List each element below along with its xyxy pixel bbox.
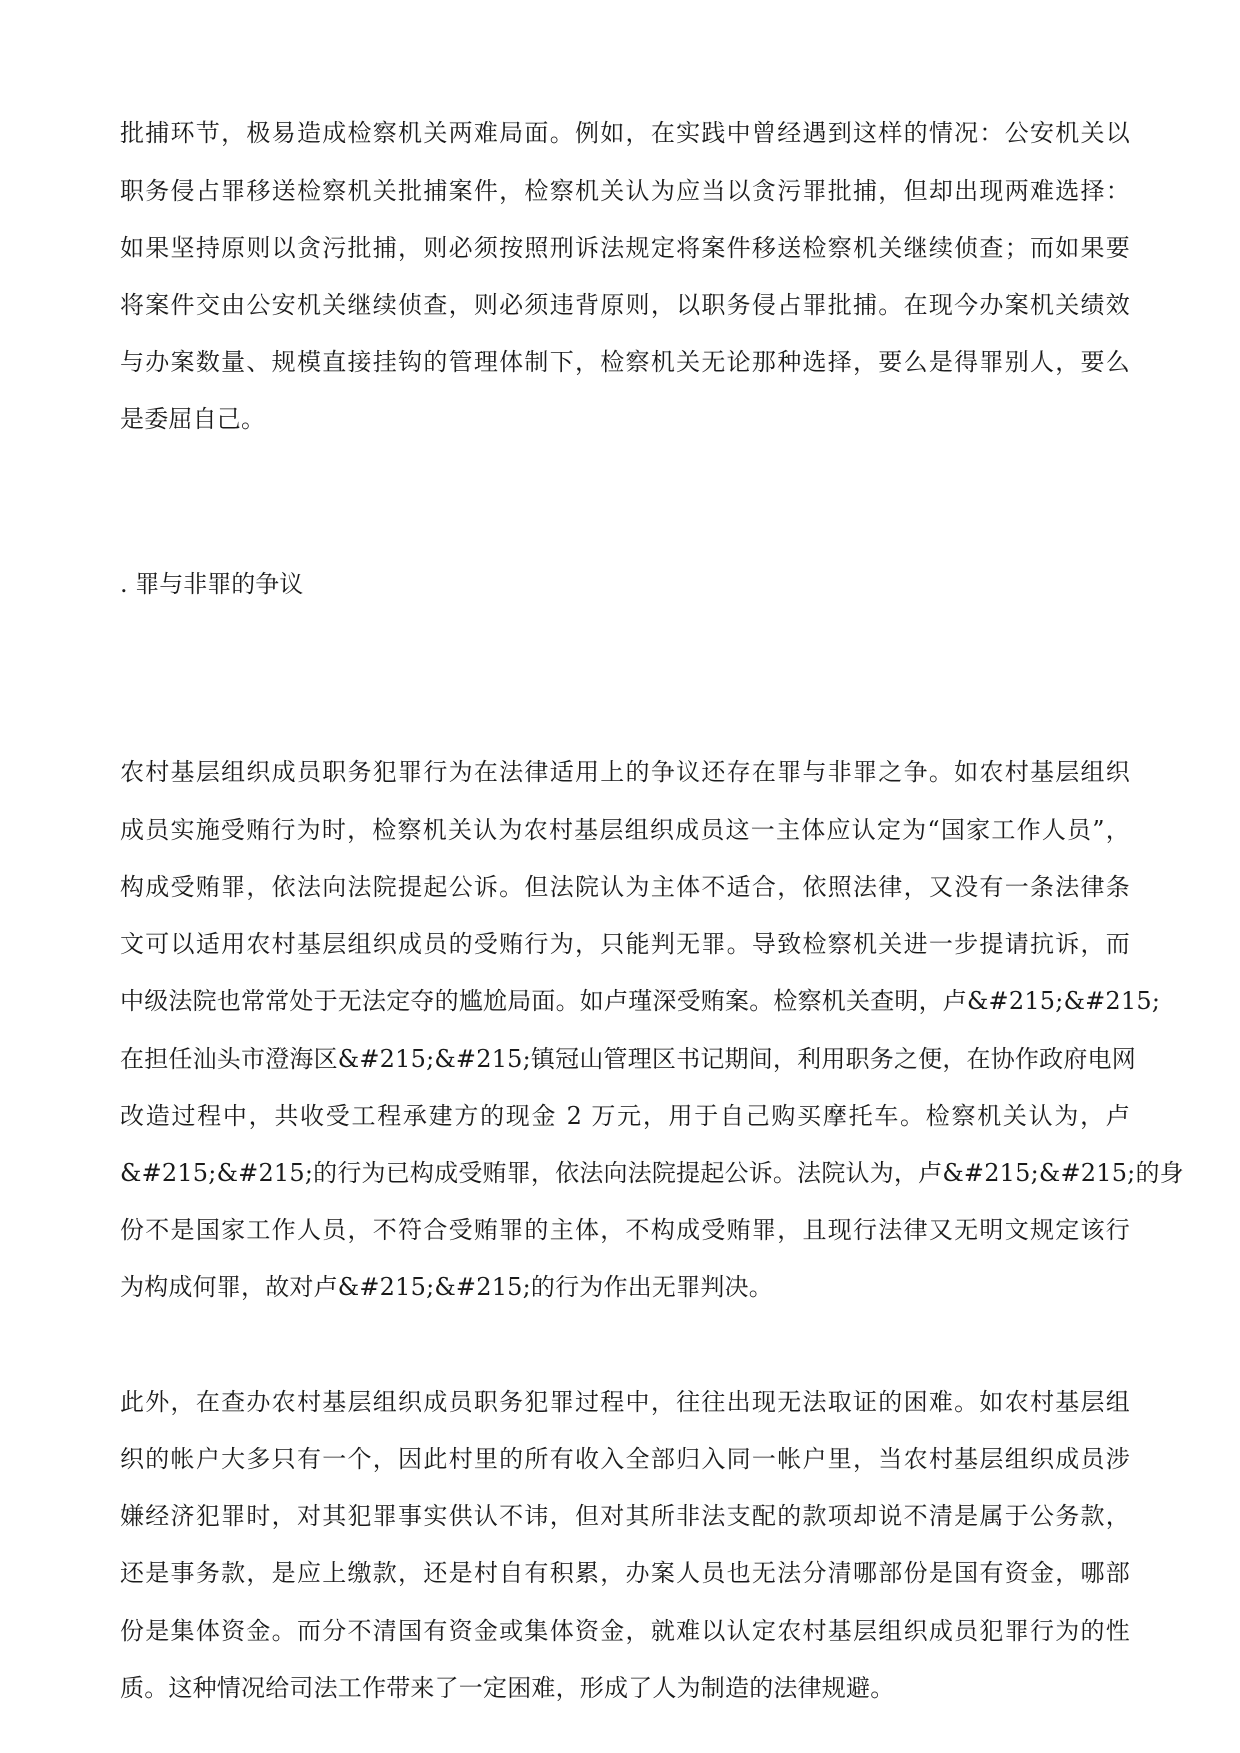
paragraph-1-line-4: 将案件交由公安机关继续侦查，则必须违背原则，以职务侵占罪批捕。在现今办案机关绩效 xyxy=(120,291,1130,319)
paragraph-2-line-10: 为构成何罪，故对卢&#215;&#215;的行为作出无罪判决。 xyxy=(120,1273,773,1301)
paragraph-2-line-2: 成员实施受贿行为时，检察机关认为农村基层组织成员这一主体应认定为“国家工作人员”， xyxy=(120,816,1130,844)
paragraph-1-line-5: 与办案数量、规模直接挂钩的管理体制下，检察机关无论那种选择，要么是得罪别人，要么 xyxy=(120,348,1130,376)
paragraph-1-line-3: 如果坚持原则以贪污批捕，则必须按照刑诉法规定将案件移送检察机关继续侦查；而如果要 xyxy=(120,234,1130,262)
paragraph-2-line-3: 构成受贿罪，依法向法院提起公诉。但法院认为主体不适合，依照法律，又没有一条法律条 xyxy=(120,873,1130,901)
paragraph-1-line-2: 职务侵占罪移送检察机关批捕案件，检察机关认为应当以贪污罪批捕，但却出现两难选择： xyxy=(120,177,1130,205)
paragraph-2-line-4: 文可以适用农村基层组织成员的受贿行为，只能判无罪。导致检察机关进一步提请抗诉，而 xyxy=(120,930,1130,958)
paragraph-2-line-7: 改造过程中，共收受工程承建方的现金 2 万元，用于自己购买摩托车。检察机关认为，卢 xyxy=(120,1102,1130,1130)
paragraph-3-line-5: 份是集体资金。而分不清国有资金或集体资金，就难以认定农村基层组织成员犯罪行为的性 xyxy=(120,1617,1130,1645)
paragraph-1-line-6: 是委屈自己。 xyxy=(120,405,266,433)
paragraph-2-line-5: 中级法院也常常处于无法定夺的尴尬局面。如卢瑾深受贿案。检察机关查明，卢&#215;&#215; xyxy=(120,987,1161,1015)
paragraph-3-line-6: 质。这种情况给司法工作带来了一定困难，形成了人为制造的法律规避。 xyxy=(120,1674,895,1702)
paragraph-2-line-9: 份不是国家工作人员，不符合受贿罪的主体，不构成受贿罪，且现行法律又无明文规定该行 xyxy=(120,1216,1130,1244)
section-heading: . 罪与非罪的争议 xyxy=(120,570,304,598)
paragraph-1-line-1: 批捕环节，极易造成检察机关两难局面。例如，在实践中曾经遇到这样的情况：公安机关以 xyxy=(120,119,1130,147)
paragraph-2-line-8: &#215;&#215;的行为已构成受贿罪，依法向法院提起公诉。法院认为，卢&#215;&#215;的身 xyxy=(120,1159,1184,1187)
paragraph-3-line-3: 嫌经济犯罪时，对其犯罪事实供认不讳，但对其所非法支配的款项却说不清是属于公务款， xyxy=(120,1502,1130,1530)
paragraph-3-line-1: 此外，在查办农村基层组织成员职务犯罪过程中，往往出现无法取证的困难。如农村基层组 xyxy=(120,1388,1130,1416)
paragraph-2-line-6: 在担任汕头市澄海区&#215;&#215;镇冠山管理区书记期间，利用职务之便，在协作政府电网 xyxy=(120,1045,1136,1073)
paragraph-3-line-4: 还是事务款，是应上缴款，还是村自有积累，办案人员也无法分清哪部份是国有资金，哪部 xyxy=(120,1559,1130,1587)
paragraph-2-line-1: 农村基层组织成员职务犯罪行为在法律适用上的争议还存在罪与非罪之争。如农村基层组织 xyxy=(120,758,1130,786)
paragraph-3-line-2: 织的帐户大多只有一个，因此村里的所有收入全部归入同一帐户里，当农村基层组织成员涉 xyxy=(120,1445,1130,1473)
